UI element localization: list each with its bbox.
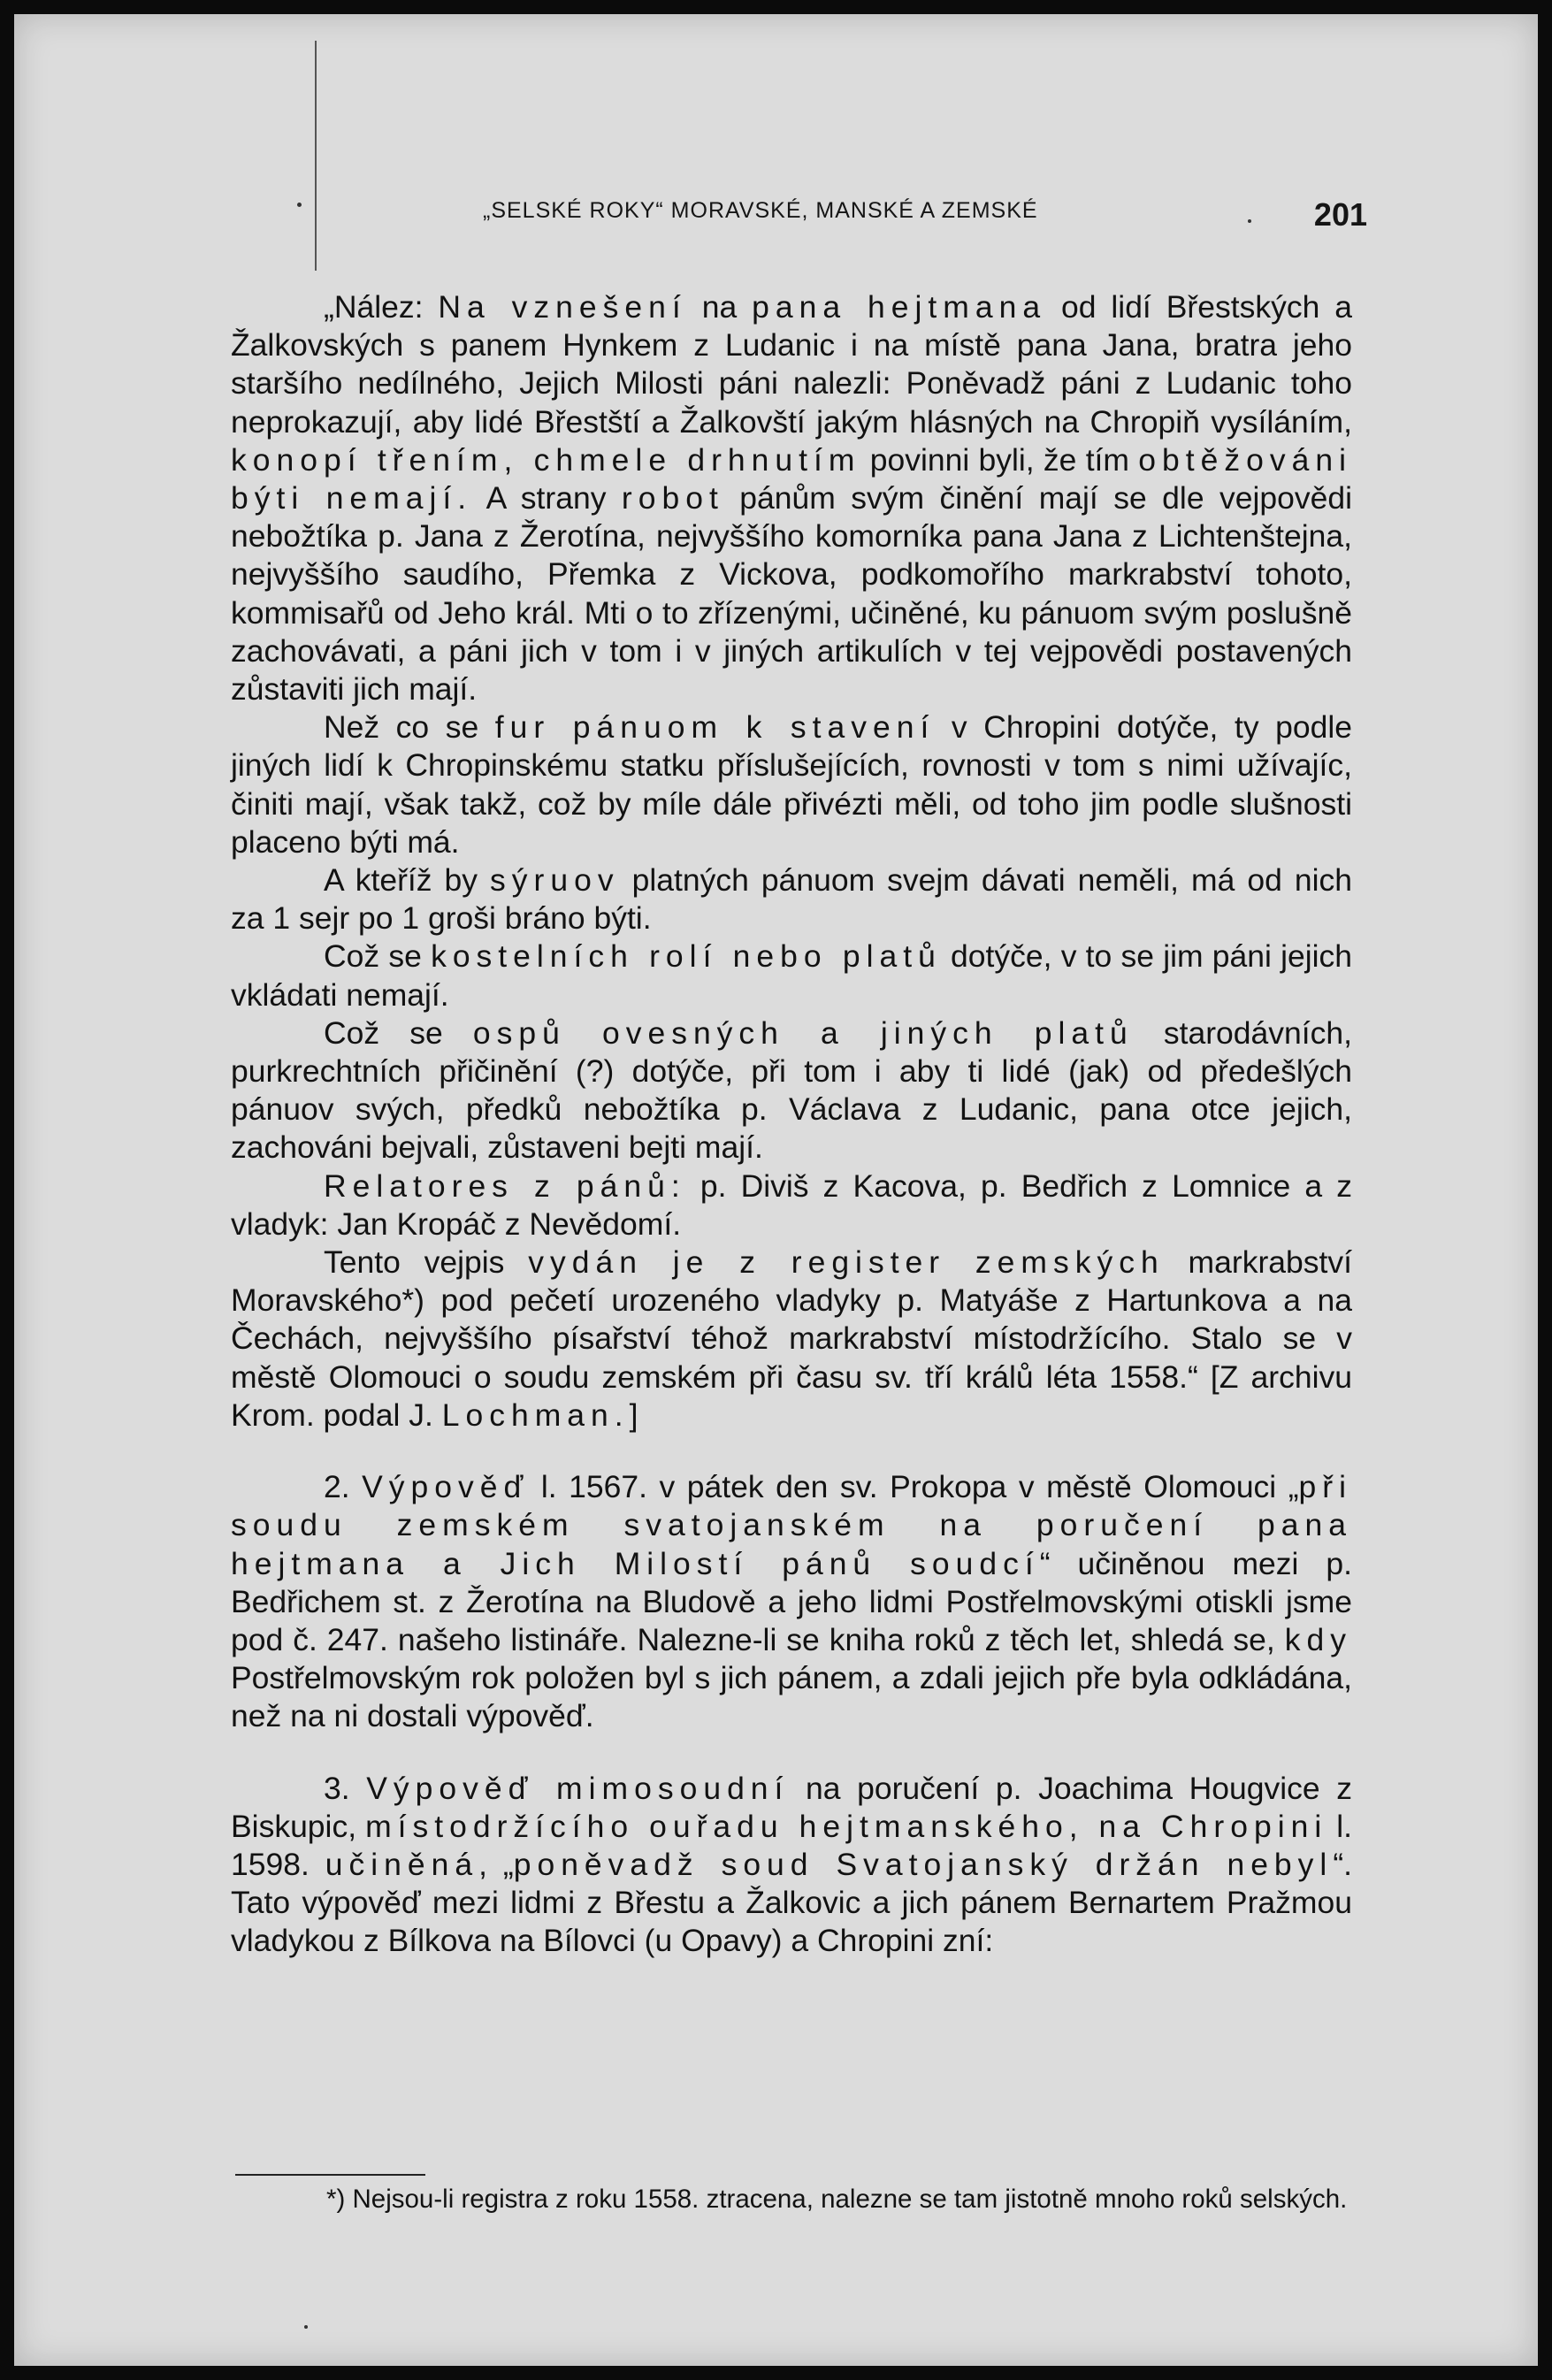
text-run: A strany — [472, 480, 622, 517]
paragraph — [231, 1468, 1352, 1735]
text-run: , „ — [478, 1846, 514, 1882]
spaced-emphasis-text: při soudu zemském svatojanském na poručení pana hejtmana a Jich Milostí pánů soudcí — [231, 1469, 1352, 1581]
spaced-emphasis-text: poněvadž soud Svatojanský držán nebyl — [513, 1846, 1334, 1882]
spaced-emphasis-text: Na vznešení — [438, 289, 687, 325]
paragraph — [231, 1244, 1352, 1435]
text-run: od lidí Břestských a Žalkovských s panem Hynkem z Ludanic i na místě pana Jana, bratra jeho staršího nedílného, Jejich Milosti páni nalezli: Poněvadž páni z Ludanic toho neprokazují, aby lidé Břestští a Žalkovští jakým hlásných na Chropiň vysíláním, — [231, 289, 1352, 440]
spaced-emphasis-text: Lochman. — [441, 1397, 630, 1433]
paragraph — [231, 861, 1352, 937]
text-run: ] — [629, 1397, 638, 1433]
text-run: starodávních, purkrechtních přičinění (?) dotýče, při tom i aby ti lidé (jak) od předešlých pánuov svých, předků nebožtíka p. Václava z Ludanic, pana otce jejich, zachováni bejvali, zůstaveni bejti mají. — [231, 1014, 1353, 1166]
ink-speck — [297, 203, 302, 207]
text-run: „Nález: — [324, 289, 439, 325]
paragraph — [231, 1014, 1352, 1167]
spaced-emphasis-text: kdy — [1284, 1621, 1352, 1657]
footnote: *) Nejsou-li registra z roku 1558. ztracena, nalezne se tam jistotně mnoho roků selských. — [326, 2185, 1348, 2214]
spaced-emphasis-text: fur pánuom k stavení — [494, 709, 936, 746]
spaced-emphasis-text: vydán je z register zemských — [528, 1244, 1165, 1281]
running-title: „SELSKÉ ROKY“ MORAVSKÉ, MANSKÉ A ZEMSKÉ — [483, 198, 1038, 223]
text-run: “. Tato výpověď mezi lidmi z Břestu a Žalkovic a jich pánem Bernartem Pražmou vladykou z Bílkova na Bílovci (u Opavy) a Chropini zní: — [231, 1846, 1353, 1959]
margin-mark — [315, 41, 317, 271]
text-run: l. 1598. — [231, 1808, 1352, 1882]
text-run: platných pánuom svejm dávati neměli, má od nich za 1 sejr po 1 groši bráno býti. — [231, 862, 1353, 937]
page-number: 201 — [1313, 196, 1367, 233]
text-run: na — [686, 289, 753, 325]
text-run: 3. — [324, 1770, 367, 1806]
text-run: v Chropini dotýče, ty podle jiných lidí k Chropinskému statku příslušejících, rovnosti v tom s nimi užívajíc, činiti mají, však takž, což by míle dále přivézti měli, od toho jim podle slušnosti placeno býti má. — [231, 709, 1352, 860]
ink-speck — [1248, 219, 1251, 223]
paragraph — [231, 1770, 1352, 1961]
spaced-emphasis-text: kostelních rolí nebo platů — [431, 938, 942, 975]
body-text — [231, 288, 1352, 1961]
spaced-emphasis-text: pana hejtmana — [752, 289, 1047, 325]
spaced-emphasis-text: Relatores z pánů: — [324, 1167, 686, 1204]
spaced-emphasis-text: Výpověď mimosoudní — [366, 1770, 790, 1806]
text-run: Než co se — [324, 709, 495, 746]
spaced-emphasis-text: místodržícího ouřadu hejtmanského, na Chropini — [365, 1808, 1328, 1844]
spaced-emphasis-text: ospů ovesných a jiných platů — [472, 1014, 1134, 1051]
text-run: pánům svým činění mají se dle vejpovědi nebožtíka p. Jana z Žerotína, nejvyššího komorníka pana Jana z Lichtenštejna, nejvyššího saudího, Přemka z Vickova, podkomořího markrabství tohoto, kommisařů od Jeho král. Mti o to zřízenými, učiněné, ku pánuom svým poslušně zachovávati, a páni jich v tom i v jiných artikulích v tej vejpovědi postavených zůstaviti jich mají. — [231, 480, 1352, 708]
text-run: p. Diviš z Kacova, p. Bedřich z Lomnice a z vladyk: Jan Kropáč z Nevědomí. — [231, 1167, 1352, 1242]
text-run: dotýče, v to se jim páni jejich vkládati nemají. — [231, 938, 1352, 1013]
paragraph — [231, 1167, 1352, 1244]
text-run: markrabství Moravského*) pod pečetí urozeného vladyky p. Matyáše z Hartunkova a na Čechách, nejvyššího písařství téhož markrabství místodržícího. Stalo se v městě Olomouci o soudu zemském při času sv. tří králů léta 1558.“ [Z archivu Krom. podal J. — [231, 1244, 1352, 1433]
spaced-emphasis-text: učiněná — [325, 1846, 479, 1882]
ink-speck — [304, 2325, 308, 2329]
footnote-rule — [235, 2174, 425, 2176]
text-run: Což se — [324, 938, 432, 975]
text-run: na poručení p. Joachima Hougvice z Biskupic, — [231, 1770, 1352, 1844]
text-run: A kteříž by — [324, 862, 491, 899]
page — [14, 14, 1538, 2366]
text-run: Což se — [324, 1014, 473, 1051]
spaced-emphasis-text: obtěžováni býti nemají. — [231, 441, 1352, 517]
text-run: 2. — [324, 1469, 363, 1505]
text-run: “ učiněnou mezi p. Bedřichem st. z Žerotína na Bludově a jeho lidmi Postřelmovskými otiskli jsme pod č. 247. našeho listináře. Nalezne-li se kniha roků z těch let, shledá se, — [231, 1545, 1352, 1657]
text-run: povinni byli, že tím — [860, 441, 1139, 478]
paragraph — [231, 937, 1352, 1014]
spaced-emphasis-text: konopí třením, chmele drhnutím — [231, 441, 861, 478]
paragraph — [231, 288, 1352, 708]
spaced-emphasis-text: sýruov — [490, 862, 620, 899]
paragraph — [231, 708, 1352, 861]
text-run: l. 1567. v pátek den sv. Prokopa v městě Olomouci „ — [529, 1469, 1299, 1505]
spaced-emphasis-text: Výpověď — [362, 1469, 530, 1505]
text-run: Tento vejpis — [324, 1244, 529, 1281]
spaced-emphasis-text: robot — [621, 480, 724, 517]
text-run: Postřelmovským rok položen byl s jich pánem, a zdali jejich pře byla odkládána, než na ni dostali výpověď. — [231, 1660, 1352, 1734]
